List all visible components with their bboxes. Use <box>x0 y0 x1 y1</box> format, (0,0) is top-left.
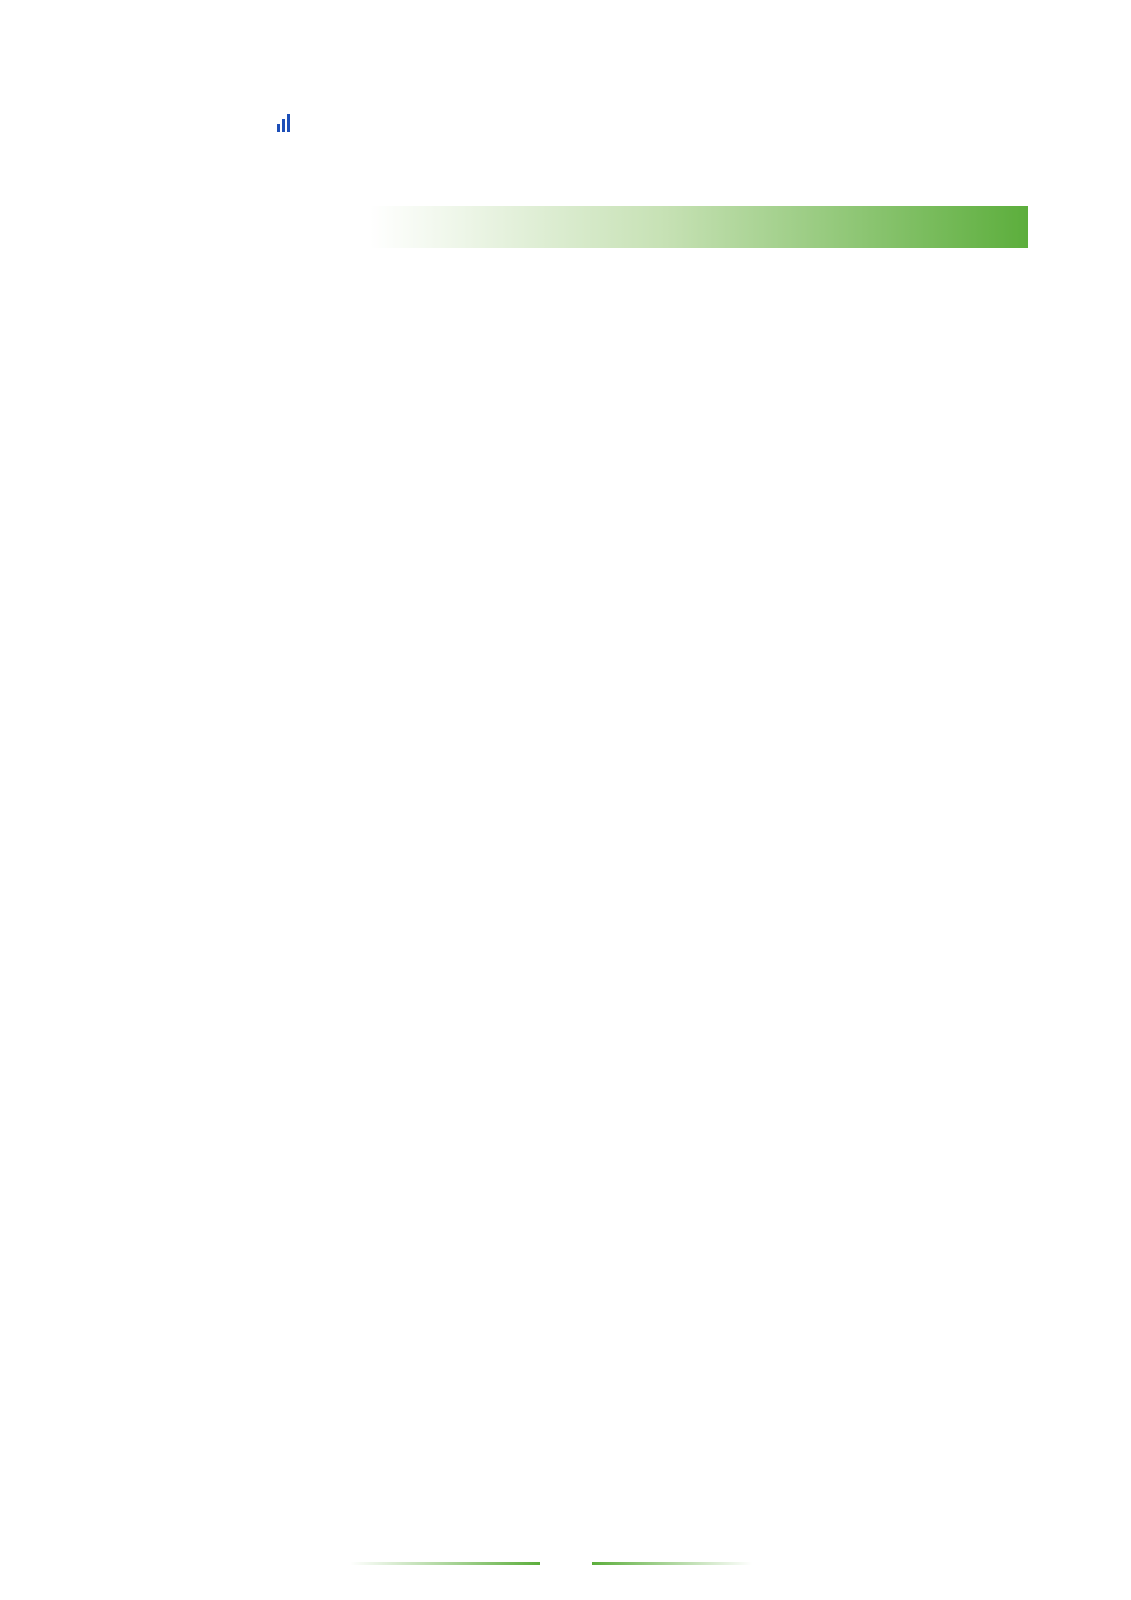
page-header <box>103 100 1028 140</box>
population-chart <box>205 510 925 980</box>
decorative-mosaic <box>0 1180 1131 1520</box>
section-banner <box>370 206 1028 248</box>
page-footer <box>0 1548 1131 1578</box>
chart-svg <box>205 510 925 980</box>
bars-icon <box>277 114 293 132</box>
marketing-research-logo <box>277 100 397 140</box>
footer-rule <box>0 1548 1131 1578</box>
